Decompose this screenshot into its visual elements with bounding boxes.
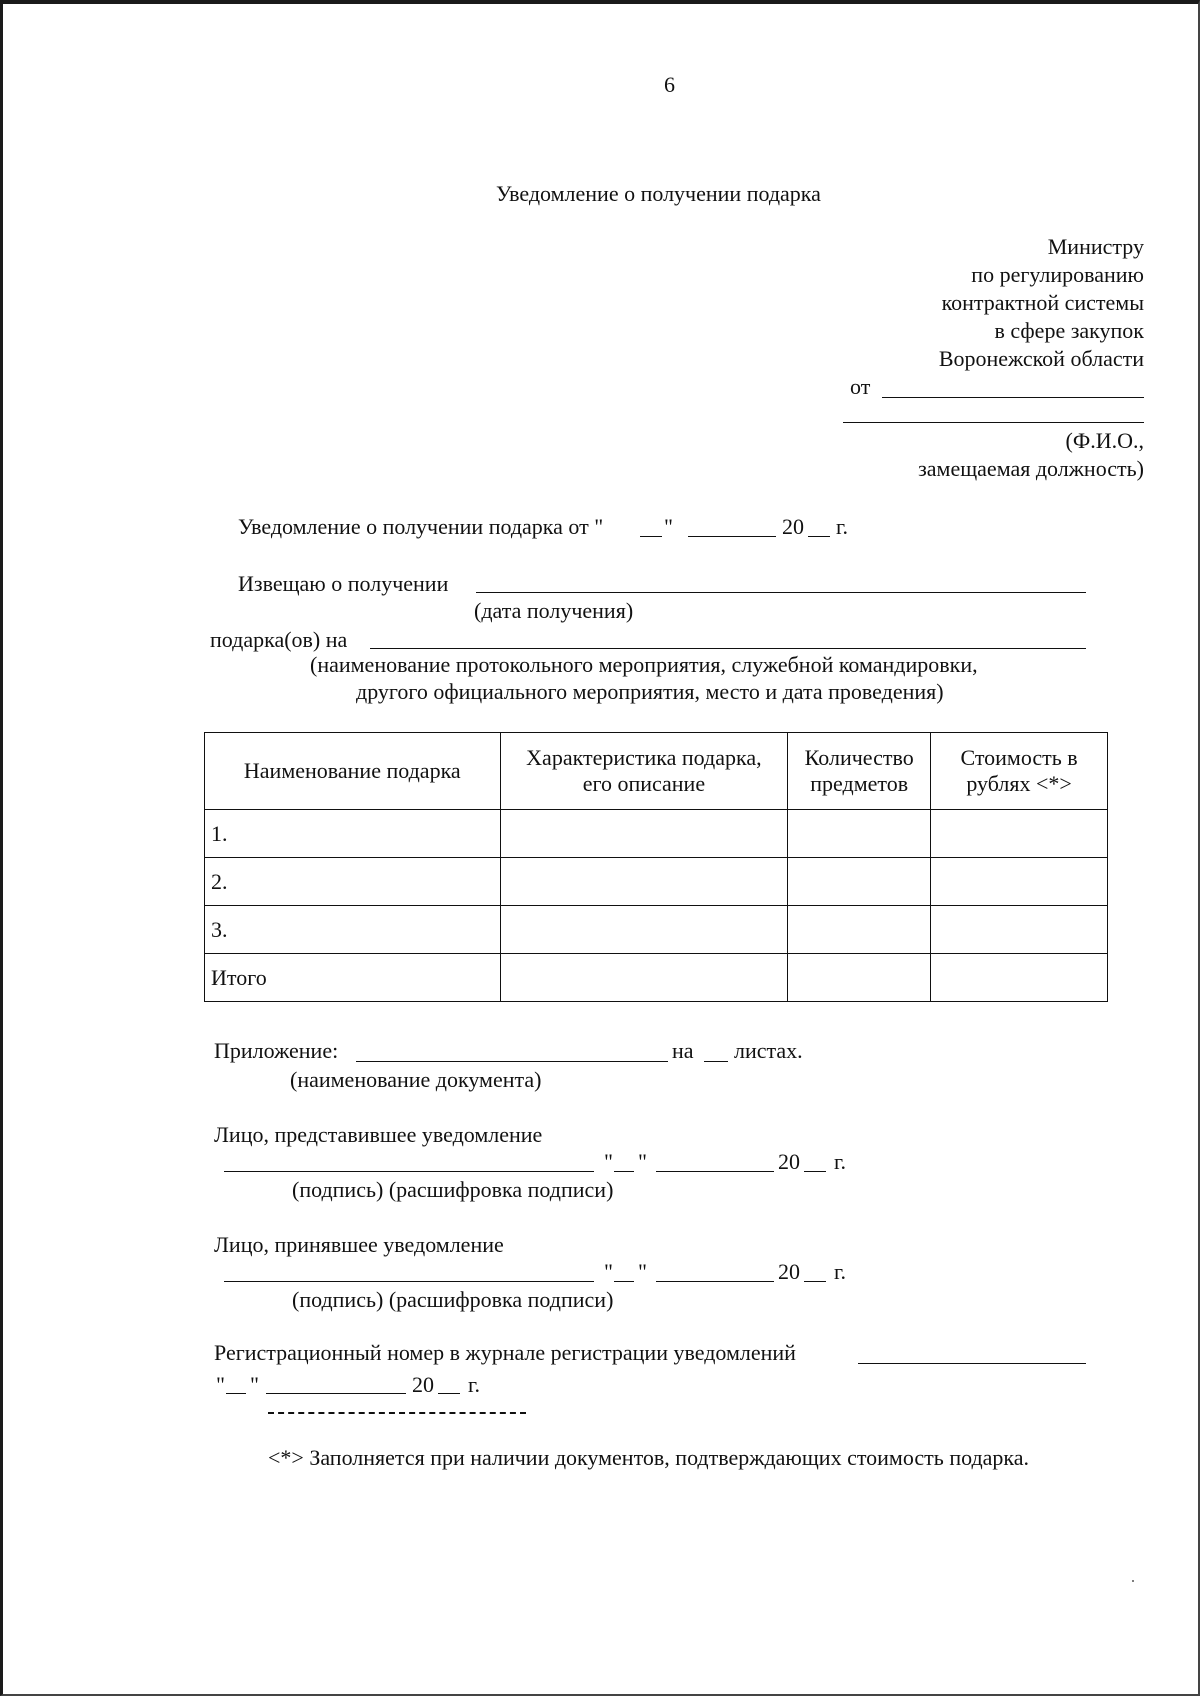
header-text-line1: Характеристика подарка, xyxy=(526,745,762,770)
receipt-date-hint: (дата получения) xyxy=(474,598,634,623)
quantity-cell[interactable] xyxy=(788,810,931,858)
table-row xyxy=(205,906,1108,954)
attachment-on-label: на xyxy=(672,1038,694,1063)
year-suffix: г. xyxy=(468,1372,481,1397)
header-text-line2: его описание xyxy=(582,771,706,796)
row-label-cell: 2. xyxy=(205,858,501,906)
year-prefix: 20 xyxy=(412,1372,434,1397)
addressee-line: Воронежской области xyxy=(938,346,1144,371)
receipt-date-blank[interactable] xyxy=(476,592,1086,593)
event-hint-2: другого официального мероприятия, место и дата проведения) xyxy=(356,679,944,704)
row-label-cell: 3. xyxy=(205,906,501,954)
submitter-signature-hint: (подпись) (расшифровка подписи) xyxy=(292,1177,614,1202)
year-suffix: г. xyxy=(834,1259,847,1284)
attachment-label: Приложение: xyxy=(214,1038,339,1063)
attachment-blank[interactable] xyxy=(356,1061,668,1062)
doc-title: Уведомление о получении подарка xyxy=(496,181,821,206)
description-cell[interactable] xyxy=(500,906,788,954)
notice-day-blank[interactable] xyxy=(640,536,662,537)
quote-open: " xyxy=(604,1149,613,1174)
footnote: <*> Заполняется при наличии документов, подтверждающих стоимость подарка. xyxy=(268,1445,1030,1470)
receiver-signature-hint: (подпись) (расшифровка подписи) xyxy=(292,1287,614,1312)
addressee-line: по регулированию xyxy=(971,262,1144,287)
addressee-line: контрактной системы xyxy=(941,290,1144,315)
quote-close: " xyxy=(638,1149,647,1174)
gifts-label: подарка(ов) на xyxy=(210,627,348,652)
year-prefix: 20 xyxy=(778,1149,800,1174)
quote-open: " xyxy=(604,1259,613,1284)
from-blank[interactable] xyxy=(882,397,1144,398)
header-text-line2: рублях <*> xyxy=(966,771,1072,796)
header-gift-name xyxy=(205,733,501,810)
year-prefix: 20 xyxy=(778,1259,800,1284)
table-total-row xyxy=(205,954,1108,1002)
header-text-line2: предметов xyxy=(810,771,909,796)
receipt-label: Извещаю о получении xyxy=(238,571,449,596)
total-label-cell: Итого xyxy=(205,954,501,1002)
from-blank-2[interactable] xyxy=(843,422,1144,423)
header-gift-name-text: Наименование подарка xyxy=(243,758,461,783)
cost-cell[interactable] xyxy=(931,810,1108,858)
cost-cell[interactable] xyxy=(931,954,1108,1002)
header-cost xyxy=(931,733,1108,810)
notice-quote-close: " xyxy=(664,514,673,539)
table-row xyxy=(205,858,1108,906)
notice-year-prefix: 20 xyxy=(782,514,804,539)
position-hint: замещаемая должность) xyxy=(918,456,1144,481)
receiver-label: Лицо, принявшее уведомление xyxy=(214,1232,504,1257)
notice-year-blank[interactable] xyxy=(808,536,830,537)
addressee-line: в сфере закупок xyxy=(994,318,1144,343)
footnote-separator xyxy=(268,1412,526,1414)
attachment-hint: (наименование документа) xyxy=(290,1067,542,1092)
description-cell[interactable] xyxy=(500,954,788,1002)
registration-number-blank[interactable] xyxy=(858,1363,1086,1364)
notice-year-suffix: г. xyxy=(836,514,849,539)
sheets-count-blank[interactable] xyxy=(704,1061,728,1062)
receiver-day-blank[interactable] xyxy=(614,1281,634,1282)
scan-speck xyxy=(1132,1580,1134,1582)
table-row xyxy=(205,810,1108,858)
quantity-cell[interactable] xyxy=(788,906,931,954)
event-hint-1: (наименование протокольного мероприятия, служебной командировки, xyxy=(310,652,978,677)
row-label-cell: 1. xyxy=(205,810,501,858)
header-text-line1: Количество xyxy=(804,745,914,770)
notice-prefix: Уведомление о получении подарка от " xyxy=(238,514,604,539)
registration-month-blank[interactable] xyxy=(266,1393,406,1394)
notice-month-blank[interactable] xyxy=(688,536,776,537)
quote-close: " xyxy=(250,1372,259,1397)
header-gift-description xyxy=(500,733,788,810)
year-suffix: г. xyxy=(834,1149,847,1174)
fio-hint: (Ф.И.О., xyxy=(1065,428,1144,453)
receiver-signature-blank[interactable] xyxy=(224,1281,594,1282)
quote-close: " xyxy=(638,1259,647,1284)
sheets-label: листах. xyxy=(734,1038,803,1063)
page-number: 6 xyxy=(664,72,675,97)
from-label: от xyxy=(850,374,871,399)
submitter-year-blank[interactable] xyxy=(804,1171,826,1172)
event-blank[interactable] xyxy=(370,648,1086,649)
registration-day-blank[interactable] xyxy=(226,1393,246,1394)
table-header-row xyxy=(205,733,1108,810)
description-cell[interactable] xyxy=(500,858,788,906)
cost-cell[interactable] xyxy=(931,858,1108,906)
cost-cell[interactable] xyxy=(931,906,1108,954)
receiver-month-blank[interactable] xyxy=(656,1281,774,1282)
description-cell[interactable] xyxy=(500,810,788,858)
registration-label: Регистрационный номер в журнале регистрации уведомлений xyxy=(214,1340,796,1365)
gifts-table xyxy=(204,732,1108,1002)
submitter-label: Лицо, представившее уведомление xyxy=(214,1122,543,1147)
receiver-year-blank[interactable] xyxy=(804,1281,826,1282)
submitter-day-blank[interactable] xyxy=(614,1171,634,1172)
quantity-cell[interactable] xyxy=(788,858,931,906)
quote-open: " xyxy=(216,1372,225,1397)
submitter-signature-blank[interactable] xyxy=(224,1171,594,1172)
addressee-line: Министру xyxy=(1047,234,1144,259)
registration-year-blank[interactable] xyxy=(438,1393,460,1394)
header-quantity xyxy=(788,733,931,810)
header-text-line1: Стоимость в xyxy=(960,745,1078,770)
quantity-cell[interactable] xyxy=(788,954,931,1002)
submitter-month-blank[interactable] xyxy=(656,1171,774,1172)
